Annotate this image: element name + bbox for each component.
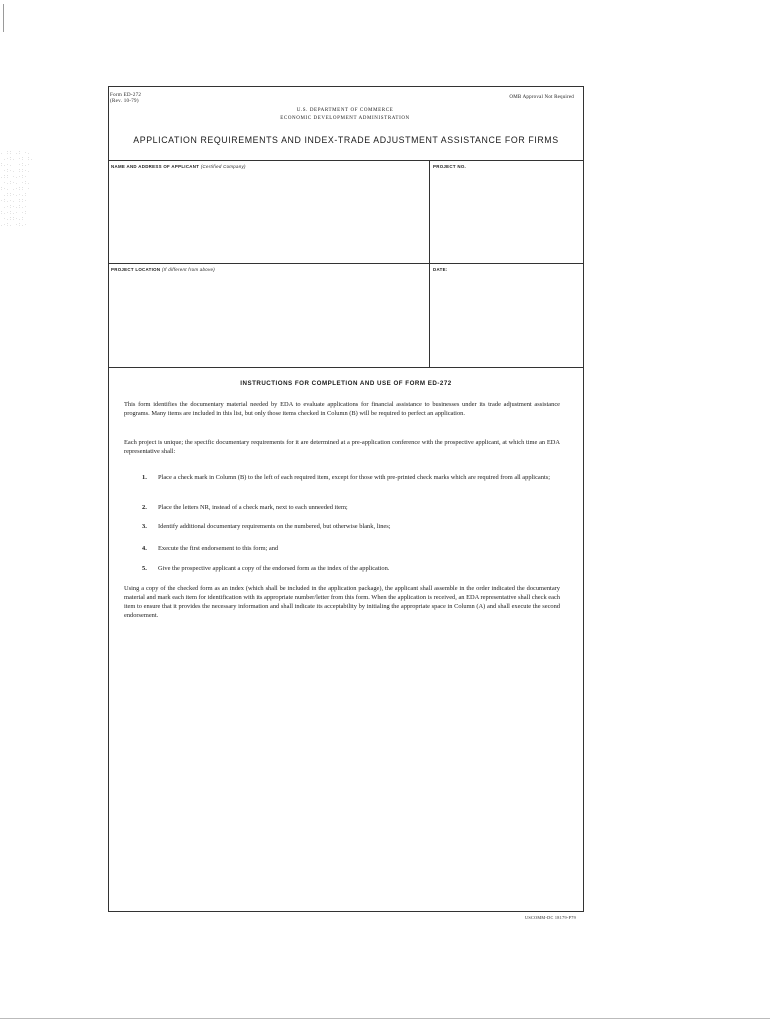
footer-code: USCOMM-DC 18179-P79 (525, 915, 576, 920)
department-name: U.S. DEPARTMENT OF COMMERCE (296, 108, 394, 113)
form-number: Form ED-272 (110, 93, 142, 98)
scan-noise-left: . :: .: ·. .·:. ·: :. :.·. ·:.· ·:·. ::·. .:: ·.·:· ·.:·. ·:. :·. .·:: · .::·.·.: ·:.·. ::· .·:·.:.· :.·:.· ·: ·.::·.: .·:. ·:.· (0, 150, 34, 228)
scan-mark (3, 4, 4, 32)
rule-top-fields (108, 160, 584, 161)
rule-field-divider (429, 160, 430, 367)
step-number: 3. (142, 523, 147, 530)
instruction-step-4 (142, 544, 562, 553)
location-label-note: (If different from above) (161, 267, 216, 272)
instruction-step-3 (142, 522, 562, 531)
omb-note: OMB Approval Not Required (509, 95, 574, 100)
step-number: 5. (142, 565, 147, 572)
project-no-label: PROJECT NO. (433, 164, 467, 169)
location-label-text: PROJECT LOCATION (111, 267, 161, 272)
instruction-step-2 (142, 503, 562, 512)
instructions-intro: This form identifies the documentary material needed by EDA to evaluate applications for financial assistance to businesses under its trade adjustment assistance programs. Many items are included in this list, but only those items checked in Column (B) will be required to perfect an application. (124, 401, 560, 417)
administration-name: ECONOMIC DEVELOPMENT ADMINISTRATION (280, 116, 410, 121)
step-number: 4. (142, 545, 147, 552)
location-label (111, 267, 215, 272)
applicant-label-note: (Certified Company) (200, 164, 246, 169)
step-text: Give the prospective applicant a copy of the endorsed form as the index of the application. (158, 565, 390, 572)
form-title: APPLICATION REQUIREMENTS AND INDEX-TRADE ADJUSTMENT ASSISTANCE FOR FIRMS (133, 135, 559, 145)
applicant-label (111, 164, 246, 169)
form-revision: (Rev. 10-79) (110, 99, 139, 104)
step-text: Identify additional documentary requirements on the numbered, but otherwise blank, lines; (158, 523, 391, 530)
instructions-closing: Using a copy of the checked form as an index (which shall be included in the application package), the applicant shall assemble in the order indicated the documentary material and mark each item for identification with its appropriate number/letter from this form. When the application is received, an EDA representative shall check each item to ensure that it provides the necessary information and shall indicate its acceptability by initialing the appropriate space in Column (A) and shall execute the second endorsement. (124, 585, 560, 619)
applicant-label-text: NAME AND ADDRESS OF APPLICANT (111, 164, 200, 169)
step-text: Place a check mark in Column (B) to the left of each required item, except for those with pre-printed check marks which are required from all applicants; (158, 474, 550, 481)
instructions-heading: INSTRUCTIONS FOR COMPLETION AND USE OF FORM ED-272 (240, 380, 452, 387)
instruction-step-1 (142, 473, 562, 482)
scan-line-bottom (0, 1018, 770, 1019)
rule-bottom-fields (108, 367, 584, 368)
form-border (108, 86, 584, 912)
agency-block (260, 107, 430, 123)
step-text: Execute the first endorsement to this form; and (158, 545, 279, 552)
step-number: 2. (142, 504, 147, 511)
step-text: Place the letters NR, instead of a check mark, next to each unneeded item; (158, 504, 348, 511)
rule-mid-fields (108, 263, 584, 264)
instruction-step-5 (142, 564, 562, 573)
date-label: DATE: (433, 267, 448, 272)
instructions-para2: Each project is unique; the specific documentary requirements for it are determined at a pre-application conference with the prospective applicant, at which time an EDA representative shall: (124, 439, 560, 455)
step-number: 1. (142, 474, 147, 481)
form-number-block (110, 93, 141, 105)
